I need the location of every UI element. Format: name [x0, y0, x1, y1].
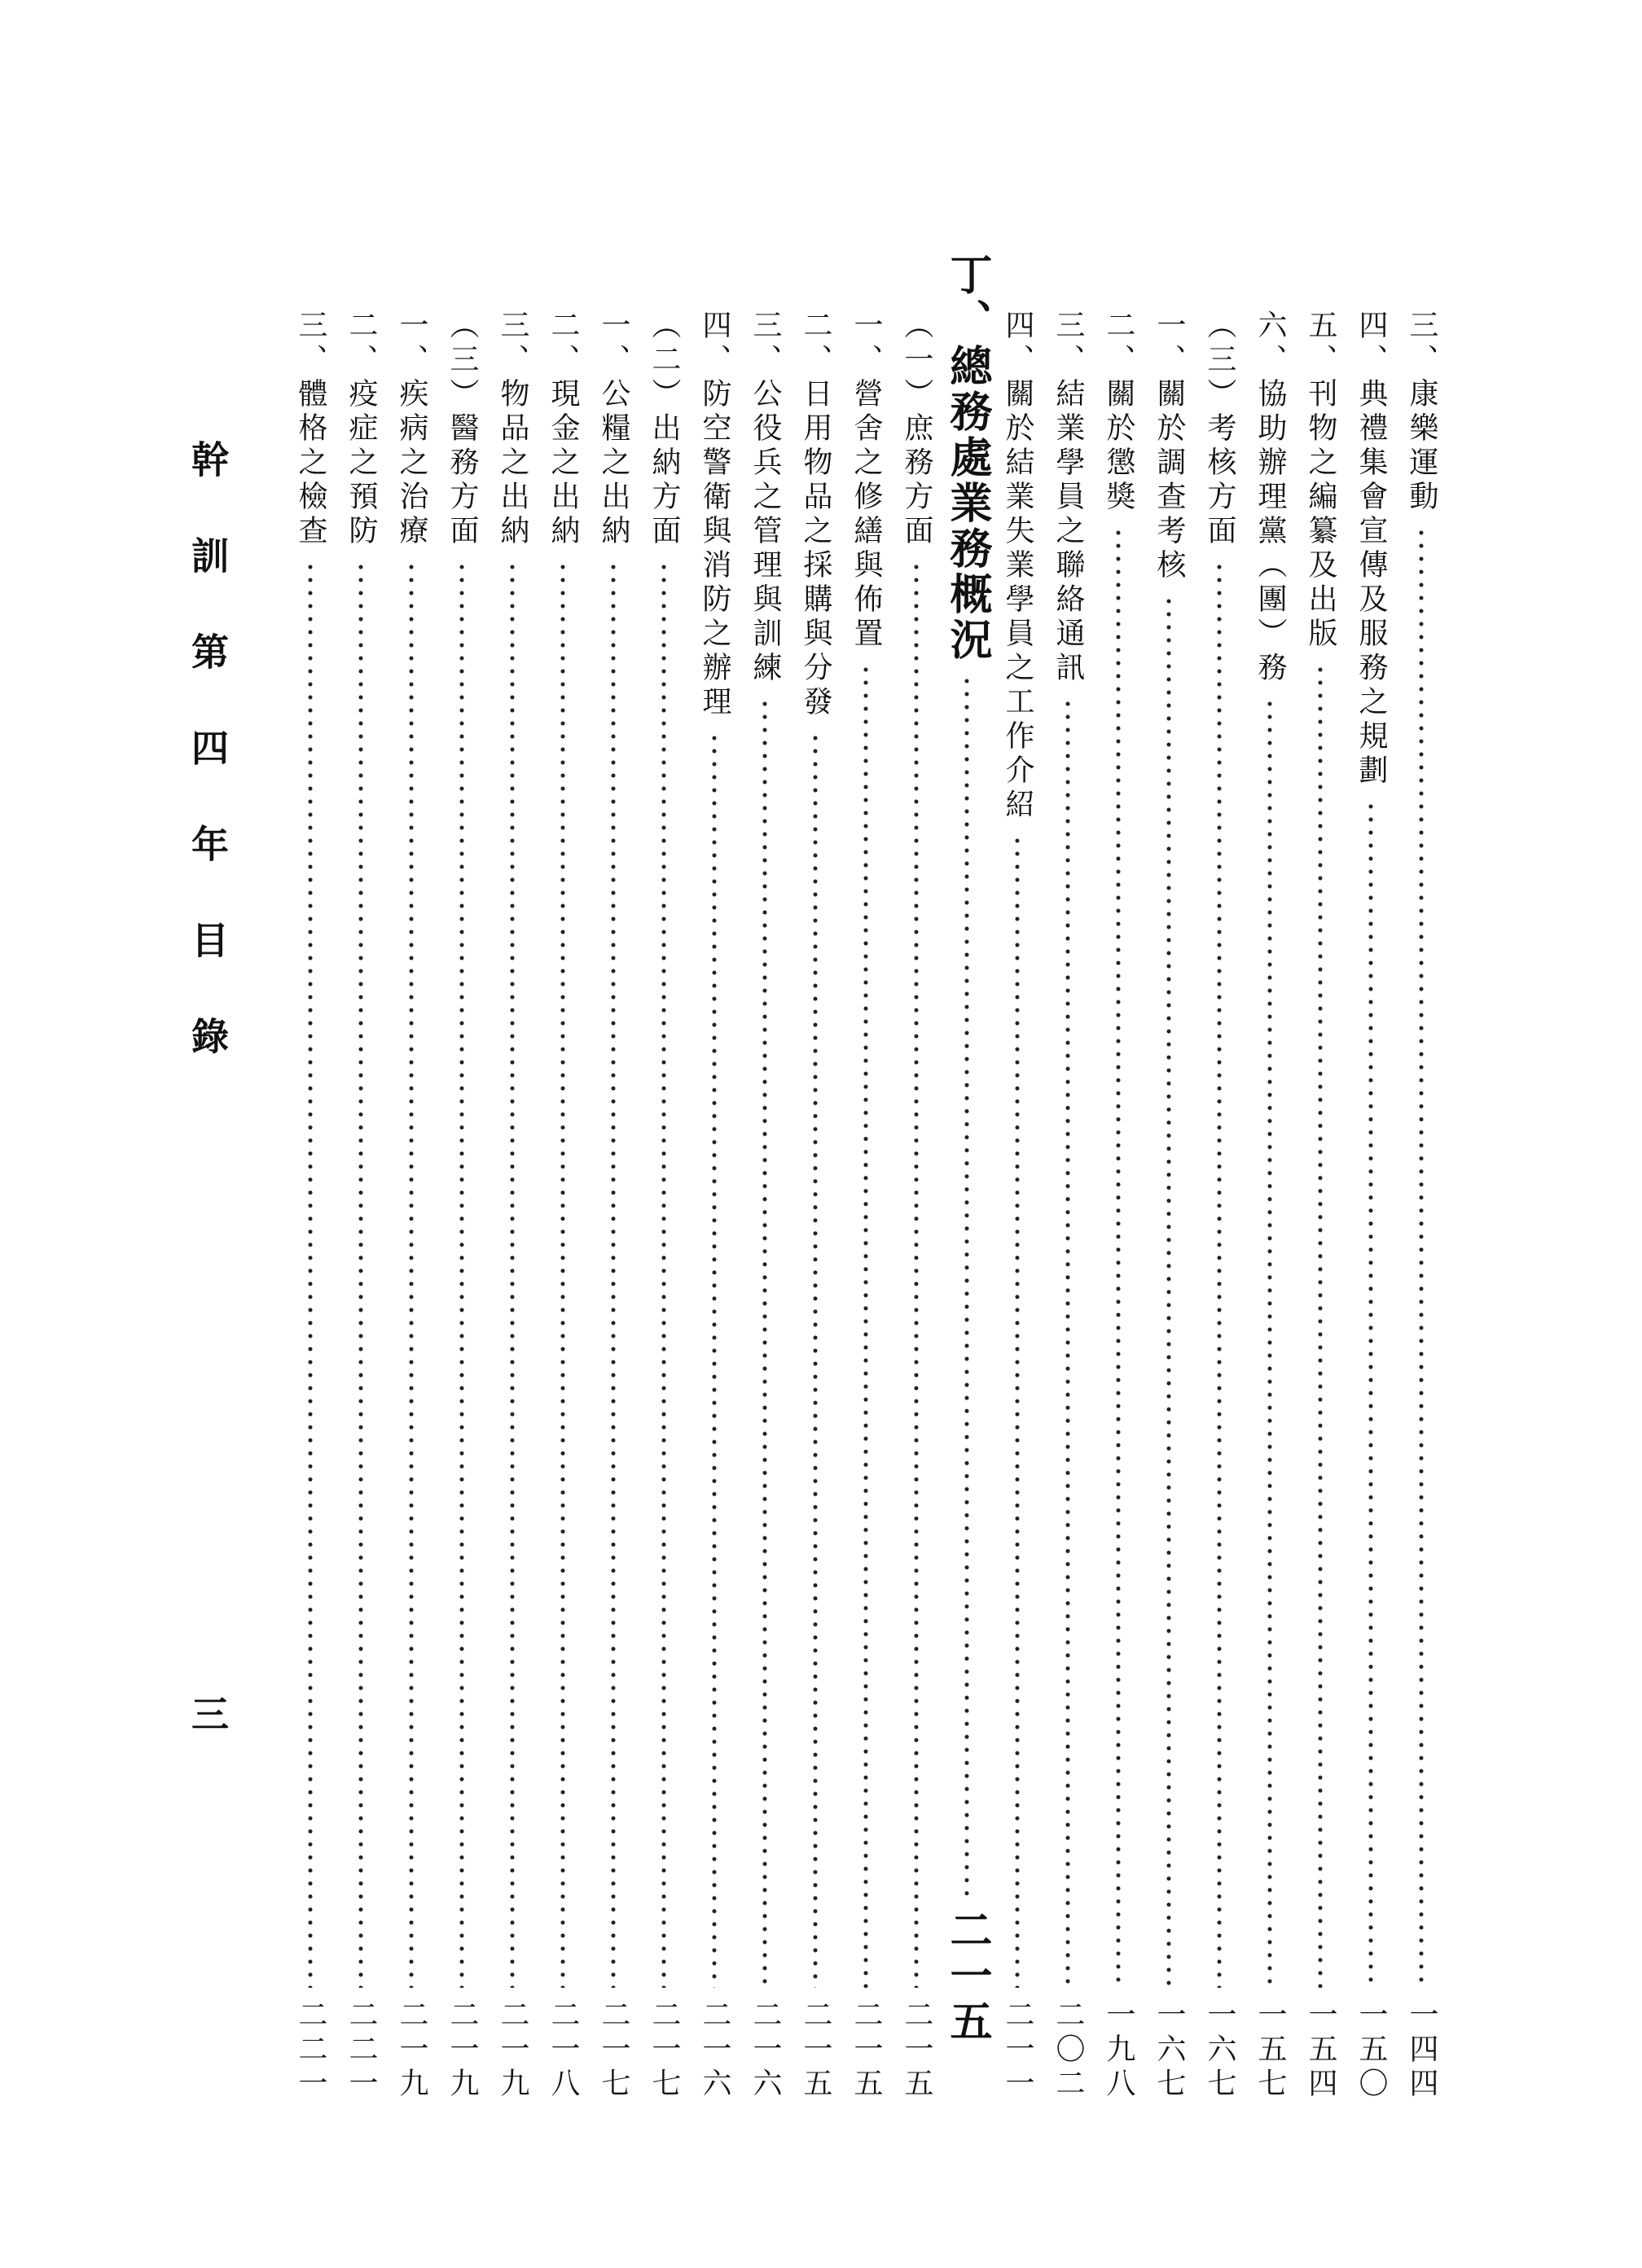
- toc-page-number: 二一八: [547, 1999, 580, 2102]
- toc-page-number: 一五四: [1304, 1999, 1337, 2102]
- toc-entry: [639, 310, 688, 2102]
- toc-page-number: 一五七: [1253, 1999, 1287, 2102]
- toc-entry-title: 一、公糧之出納: [597, 310, 630, 549]
- toc-entry: [942, 253, 991, 2045]
- toc-entry-title: 二、疫症之預防: [345, 310, 378, 549]
- toc-entry-title: 三、體格之檢查: [294, 310, 327, 549]
- toc-page-number: 一四四: [1405, 1999, 1438, 2102]
- leader-dots: [1015, 834, 1020, 1988]
- leader-dots: [813, 732, 818, 1988]
- toc-page-number: 一五〇: [1354, 1999, 1388, 2102]
- toc-page-number: 二一九: [395, 1999, 428, 2102]
- toc-entry: [1043, 310, 1092, 2102]
- toc-entry: [387, 310, 436, 2102]
- toc-entry-title: （一）庶務方面: [900, 310, 933, 549]
- toc-page-number: 二二一: [294, 1999, 327, 2102]
- toc-entry-title: 一、營舍之修繕與佈置: [850, 310, 883, 652]
- toc-entry-title: 三、康樂運動: [1405, 310, 1438, 515]
- toc-entry-title: 一、關於調查考核: [1152, 310, 1186, 583]
- toc-entry: [1094, 310, 1143, 2102]
- toc-entry: [437, 310, 486, 2102]
- leader-dots: [661, 560, 666, 1988]
- toc-entry: [1346, 310, 1395, 2102]
- leader-dots: [1217, 560, 1222, 1988]
- leader-dots: [560, 560, 565, 1988]
- toc-entry-title: 四、典禮集會宣傳及服務之規劃: [1354, 310, 1388, 789]
- toc-entry-title: 丁、總務處業務概況: [942, 253, 992, 663]
- toc-entry: [690, 310, 739, 2102]
- leader-dots: [964, 675, 969, 1897]
- toc-entry-title: 三、公役兵之管理與訓練: [749, 310, 782, 686]
- toc-page-number: 二二一: [345, 1999, 378, 2102]
- toc-page-number: 二一五: [799, 1999, 832, 2102]
- toc-entry: [1397, 310, 1446, 2102]
- toc-entry-title: 一、疾病之治療: [395, 310, 428, 549]
- toc-page-number: 一九八: [1102, 1999, 1135, 2102]
- toc-page-number: 二一七: [648, 1999, 681, 2102]
- toc-entry-title: 二、日用物品之採購與分發: [799, 310, 832, 720]
- toc-entry: [286, 310, 335, 2102]
- toc-page-number: 二一一: [1001, 1999, 1034, 2102]
- leader-dots: [1166, 595, 1171, 1988]
- toc-entry-title: 二、現金之出納: [547, 310, 580, 549]
- toc-page-number: 二一五: [900, 1999, 933, 2102]
- toc-page-number: 一六七: [1152, 1999, 1186, 2102]
- running-title: 幹訓第四年目錄: [186, 440, 230, 1113]
- leader-dots: [1065, 697, 1070, 1988]
- toc-entry-title: 六、協助辦理黨（團）務: [1253, 310, 1287, 686]
- leader-dots: [510, 560, 515, 1988]
- toc-entry-title: 四、關於結業失業學員之工作介紹: [1001, 310, 1034, 823]
- toc-entry: [1245, 310, 1294, 2102]
- toc-entry: [791, 310, 840, 2102]
- toc-entry: [488, 310, 537, 2102]
- toc-entry-title: 三、物品之出納: [496, 310, 529, 549]
- toc-entry: [993, 310, 1042, 2102]
- toc-page-number: 二一五: [942, 1908, 992, 2045]
- leader-dots: [308, 560, 313, 1988]
- toc-entry: [336, 310, 385, 2102]
- leader-dots: [358, 560, 363, 1988]
- leader-dots: [762, 697, 767, 1988]
- toc-page-number: 二一六: [749, 1999, 782, 2102]
- toc-page-number: 二一六: [698, 1999, 731, 2102]
- toc-page-number: 一六七: [1203, 1999, 1236, 2102]
- toc-page-number: 二一九: [496, 1999, 529, 2102]
- leader-dots: [409, 560, 414, 1988]
- toc-entry: [740, 310, 789, 2102]
- leader-dots: [1318, 663, 1323, 1988]
- leader-dots: [914, 560, 919, 1988]
- toc-entry-title: （三）醫務方面: [446, 310, 479, 549]
- toc-entry-title: （二）出納方面: [648, 310, 681, 549]
- toc-entry: [1144, 310, 1193, 2102]
- page-folio: 三: [186, 1694, 230, 1732]
- toc-entry: [841, 310, 890, 2102]
- toc-entry: [589, 310, 638, 2102]
- toc-entry-title: 二、關於懲獎: [1102, 310, 1135, 515]
- toc-page-number: 二一五: [850, 1999, 883, 2102]
- toc-entry: [538, 310, 587, 2102]
- leader-dots: [1116, 526, 1121, 1988]
- toc-page-number: 二〇二: [1051, 1999, 1085, 2102]
- leader-dots: [712, 732, 717, 1988]
- leader-dots: [1419, 526, 1424, 1988]
- leader-dots: [1267, 697, 1272, 1988]
- toc-page-number: 二一七: [597, 1999, 630, 2102]
- toc-entry: [892, 310, 941, 2102]
- toc-entry-title: （三）考核方面: [1203, 310, 1236, 549]
- toc-page-number: 二一九: [446, 1999, 479, 2102]
- toc-entry-title: 三、結業學員之聯絡通訊: [1051, 310, 1085, 686]
- leader-dots: [863, 663, 868, 1988]
- toc-entry: [1195, 310, 1244, 2102]
- toc-entry: [1296, 310, 1345, 2102]
- toc-entry-title: 五、刊物之編纂及出版: [1304, 310, 1337, 652]
- leader-dots: [459, 560, 464, 1988]
- leader-dots: [1368, 800, 1373, 1988]
- leader-dots: [611, 560, 616, 1988]
- toc-entry-title: 四、防空警衛與消防之辦理: [698, 310, 731, 720]
